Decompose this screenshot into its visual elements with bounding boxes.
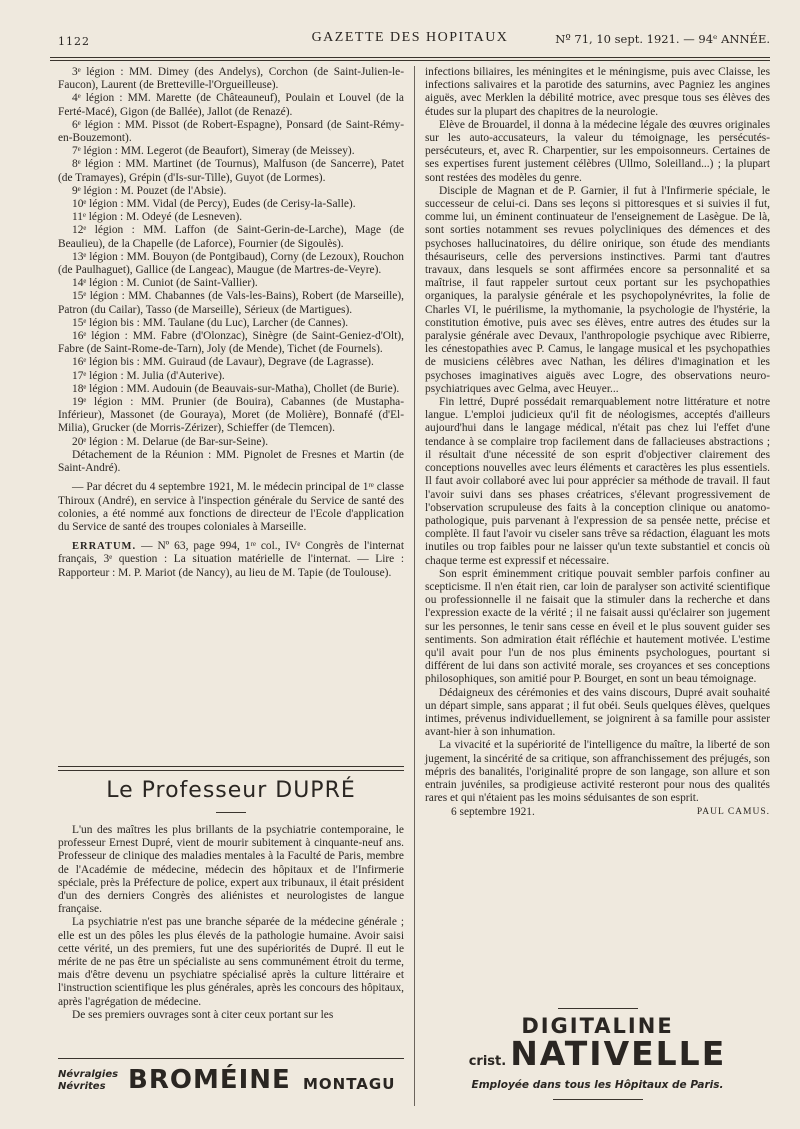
obituary-paragraph: infections biliaires, les méningites et le méningisme, puis avec Claisse, les infections salivaires et la parotide des saturnins, avec Pagniez les angines aiguës, avec Merklen la débilité motrice, avec presque tous ses élèves des études sur la plupart des chapitres de la neurologie. bbox=[425, 66, 770, 118]
legion-entry: 13ᵉ légion : MM. Bouyon (de Pontgibaud), Corny (de Lezoux), Rouchon (de Paulhaguet), Gallice (de Langeac), Maugue (de Martres-de-Veyre). bbox=[58, 250, 404, 277]
ad-tagline: Employée dans tous les Hôpitaux de Paris. bbox=[471, 1079, 724, 1091]
erratum-text: — Nº 63, page 994, 1ʳᵉ col., IVᵉ Congrès de l'internat français, 3ᵉ question : La situation matérielle de l'internat. — Lire : Rapporteur : M. P. Mariot (de Nancy), au lieu de M. Tapie (de Toulouse). bbox=[58, 540, 404, 579]
legion-entry: 19ᵉ légion : MM. Prunier (de Bouira), Cabannes (de Mustapha-Inférieur), Massonet (de Gouraya), Moret (de Molière), Bonnafé (d'El-Milia), Grucker (de Morris-Zérizer), Schieffer (de Tlemcen). bbox=[58, 396, 404, 435]
legion-list bbox=[58, 66, 404, 475]
ad-maker: MONTAGU bbox=[303, 1075, 396, 1093]
issue-info: Nº 71, 10 sept. 1921. — 94ᵉ ANNÉE. bbox=[555, 32, 770, 46]
erratum-notice bbox=[58, 540, 404, 580]
legion-entry: 12ᵉ légion : MM. Laffon (de Saint-Gerin-de-Larche), Mage (de Beaulieu), de la Chapelle (de Laforce), Fournier (de Sigoulès). bbox=[58, 224, 404, 250]
legion-entry: 15ᵉ légion bis : MM. Taulane (du Luc), Larcher (de Cannes). bbox=[72, 316, 349, 329]
title-underline bbox=[216, 812, 246, 813]
erratum-label: ERRATUM. bbox=[72, 541, 137, 553]
legion-entry: 3ᵉ légion : MM. Dimey (des Andelys), Corchon (de Saint-Julien-le-Faucon), Laurent (de Bretteville-l'Orgueilleuse). bbox=[58, 66, 404, 92]
author-name: PAUL CAMUS. bbox=[696, 807, 770, 818]
obituary-paragraph: La psychiatrie n'est pas une branche séparée de la médecine générale ; elle est un des pôles les plus élevés de la pathologie humaine. Avoir saisi cette vérité, un des premiers, fut une des supériorités de Dupré. Il eut le mérite de ne pas être un spécialiste au sens communément étroit du terme, mais d'être devenu un psychiatre spécialisé après la culture littéraire et l'instruction scientifique les plus générales, après les concours des hôpitaux, après l'agrégation de médecine. bbox=[58, 916, 404, 1008]
legion-entry: 9ᵉ légion : M. Pouzet (de l'Absie). bbox=[72, 184, 227, 197]
page-header bbox=[50, 28, 770, 52]
legion-entry: 16ᵉ légion : MM. Fabre (d'Olonzac), Sinègre (de Saint-Geniez-d'Olt), Fabre (de Saint-Rome-de-Tarn), Joly (de Mende), Tichet (de Fournels). bbox=[58, 330, 404, 356]
left-column bbox=[58, 66, 404, 580]
legion-entry: 15ᵉ légion : MM. Chabannes (de Vals-les-Bains), Robert (de Marseille), Patron (du Cailar), Tasso (de Marseille), Sérieux (de Martigues). bbox=[58, 290, 404, 316]
ad-rule bbox=[558, 1008, 638, 1009]
ad-rule bbox=[553, 1099, 643, 1100]
legion-entry: 4ᵉ légion : MM. Marette (de Châteauneuf), Poulain et Louvel (de la Ferté-Macé), Gigon (de Ballée), Jallot (de Renazé). bbox=[58, 92, 404, 118]
obituary-paragraph: Dédaigneux des cérémonies et des vains discours, Dupré avait souhaité un départ simple, sans apparat ; il fut obéi. Seuls quelques élèves, quelques intimes, prévenus individuellement, se joignirent à sa famille pour assister avant-hier à son inhumation. bbox=[425, 686, 770, 739]
signature-line bbox=[425, 806, 770, 819]
digitaline-advertisement bbox=[425, 1008, 770, 1100]
legion-entry: 11ᵉ légion : M. Odeyé (de Lesneven). bbox=[72, 211, 243, 224]
page-number: 1122 bbox=[58, 35, 90, 48]
legion-entry: 14ᵉ légion : M. Cuniot (de Saint-Vallier). bbox=[72, 277, 258, 290]
header-rule bbox=[50, 57, 770, 61]
obituary-paragraph: L'un des maîtres les plus brillants de la psychiatrie contemporaine, le professeur Ernest Dupré, vient de mourir subitement à cinquante-neuf ans. Professeur de clinique des maladies mentales à la Faculté de Paris, membre de l'Académie de médecine, médecin des hôpitaux et de l'Infirmerie spéciale, près la Préfecture de police, expert aux tribunaux, il était président d'un des derniers Congrès des aliénistes et neurologistes de langue française. bbox=[58, 824, 404, 916]
obituary-title: Le Professeur DUPRÉ bbox=[106, 778, 356, 803]
bromeine-advertisement bbox=[58, 1058, 404, 1099]
journal-title: GAZETTE DES HOPITAUX bbox=[311, 30, 509, 45]
legion-entry: 6ᵉ légion : MM. Pissot (de Robert-Espagne), Ponsard (de Saint-Rémy-en-Bouzemont). bbox=[58, 118, 404, 145]
ad-line2 bbox=[425, 1034, 770, 1079]
date-line: 6 septembre 1921. bbox=[451, 806, 535, 819]
ad-indication: Névralgies bbox=[58, 1069, 119, 1080]
legion-entry: 18ᵉ légion : MM. Audouin (de Beauvais-sur-Matha), Chollet (de Burie). bbox=[72, 382, 400, 395]
ad-indications bbox=[58, 1069, 118, 1093]
ad-indication: Névrites bbox=[58, 1081, 106, 1092]
column-divider bbox=[414, 66, 415, 1106]
legion-entry: 16ᵉ légion bis : MM. Guiraud (de Lavaur), Degrave (de Lagrasse). bbox=[72, 356, 374, 369]
obituary-paragraph: Disciple de Magnan et de P. Garnier, il fut à l'Infirmerie spéciale, le successeur de celui-ci. Dans ses leçons si pittoresques et si suivies il fut, comme lui, un éminent continuateur de l'enseignement de Lasègue. De là, sont sorties notamment ses revues polycliniques des démences et des psychoses hallucinatoires, du délire onirique, son étude des mendiants thésauriseurs, celle des perversions instinctives. Parmi tant d'autres travaux, dans lesquels se sont affirmées encore sa personnalité et sa maîtrise, il faut rappeler surtout ceux portant sur les psychopathies organiques, la paralysie générale et les psychopolynévrites, la folie de Charles VI, le puérilisme, la mythomanie, la psychologie de l'hystérie, la constitution émotive, puis avec ses élèves, entre autres des études sur la paralysie générale avec Devaux, l'anthropologie psychique avec Ribierre, les cénestopathies avec P. Camus, le langage musical et les psychopathies de musiciens célèbres avec Nathan, les délires d'imagination et les psychoses imaginatives aiguës avec Logre, des observations neuro-psychiatriques avec Gelma, avec Heuyer... bbox=[425, 184, 770, 395]
legion-entry: 7ᵉ légion : MM. Legerot (de Beaufort), Simeray (de Meissey). bbox=[72, 145, 355, 158]
obituary-paragraph: Fin lettré, Dupré possédait remarquablement notre littérature et notre langue. L'emploi judicieux qu'il fit de néologismes, acceptés d'ailleurs aujourd'hui dans le langage médical, n'était pas chez lui l'effet d'une tendance à se complaire trop facilement dans de fallacieuses abstractions ; il résultait d'une nécessité de son esprit d'objectiver clairement des conceptions nouvelles avec leurs éléments et caractères les plus essentiels. Il faut avoir collaboré avec lui pour apprécier sa méthode de travail. Il faut l'avoir suivi dans ses phases créatrices, s'élevant progressivement de l'observation scrupuleuse des faits à la conception clinique ou anatomo-pathologique, puis parvenant à l'expression de sa pensée nette, précise et complète. Il faut l'avoir vu ciseler sans trêve sa rédaction, élaguant les mots inutiles ou trop faibles pour ne laisser qu'un texte substantiel et concis où chaque terme est expressif et nécessaire. bbox=[425, 396, 770, 567]
obituary-paragraph: De ses premiers ouvrages sont à citer ceux portant sur les bbox=[72, 1008, 334, 1021]
legion-entry: 8ᵉ légion : MM. Martinet (de Tournus), Malfuson (de Sancerre), Patet (de Tramayes), Grépin (d'Is-sur-Tille), Guyot (de Lormes). bbox=[58, 158, 404, 184]
ad-line1: DIGITALINE bbox=[521, 1014, 674, 1038]
obituary-paragraph: La vivacité et la supériorité de l'intelligence du maître, la liberté de son jugement, la sincérité de sa critique, son affranchissement des préjugés, son mépris des banalités, l'originalité propre de son langage, son allure et son entrain juvéniles, sa prodigieuse activité resteront pour nous des qualités rares et qui n'étaient pas les moins séduisantes de son esprit. bbox=[425, 739, 770, 805]
obituary-paragraph: Son esprit éminemment critique pouvait sembler parfois confiner au scepticisme. Il n'en était rien, car loin de paralyser son activité scientifique ou professionnelle il ne faisait que la stimuler dans la recherche et dans l'expression exacte de la vérité ; il ne faisait aussi qu'éclairer son jugement sur les personnes, le tenir sans cesse en éveil et le plus souvent guider ses sentiments. Son admiration était réfléchie et hautement motivée. L'estime qu'il avait pour l'un de nos plus éminents psychologues, pourtant si différent de lui dans son activité morale, ses croyances et ses conceptions philosophiques, son amitié pour P. Bourget, en sont un beau témoignage. bbox=[425, 567, 770, 686]
legion-entry: Détachement de la Réunion : MM. Pignolet de Fresnes et Martin (de Saint-André). bbox=[58, 448, 404, 475]
ad-brand: NATIVELLE bbox=[510, 1034, 727, 1073]
legion-entry: 10ᵉ légion : MM. Vidal (de Percy), Eudes (de Cerisy-la-Salle). bbox=[72, 198, 356, 211]
ad-prefix: crist. bbox=[468, 1054, 507, 1069]
ad-brand: BROMÉINE bbox=[128, 1065, 291, 1095]
section-separator bbox=[58, 766, 404, 771]
obituary-body bbox=[58, 824, 404, 1022]
right-column bbox=[425, 66, 770, 820]
legion-entry: 17ᵉ légion : M. Julia (d'Auterive). bbox=[72, 369, 225, 382]
obituary-paragraph: Elève de Brouardel, il donna à la médecine légale des œuvres originales sur les auto-accusateurs, la valeur du témoignage, les persécutés-persécuteurs, et, avec R. Charpentier, sur les empoisonneurs. Certaines de ses expertises furent justement célèbres (Ullmo, Soleilland...) ; la plupart sont restées des modèles du genre. bbox=[425, 118, 770, 184]
decree-notice: — Par décret du 4 septembre 1921, M. le médecin principal de 1ʳᵉ classe Thiroux (André), en service à l'inspection générale du Service de santé des colonies, a été nommé aux fonctions de directeur de l'Ecole d'application du Service de santé des troupes coloniales à Marseille. bbox=[58, 481, 404, 533]
legion-entry: 20ᵉ légion : M. Delarue (de Bar-sur-Seine). bbox=[72, 435, 269, 448]
